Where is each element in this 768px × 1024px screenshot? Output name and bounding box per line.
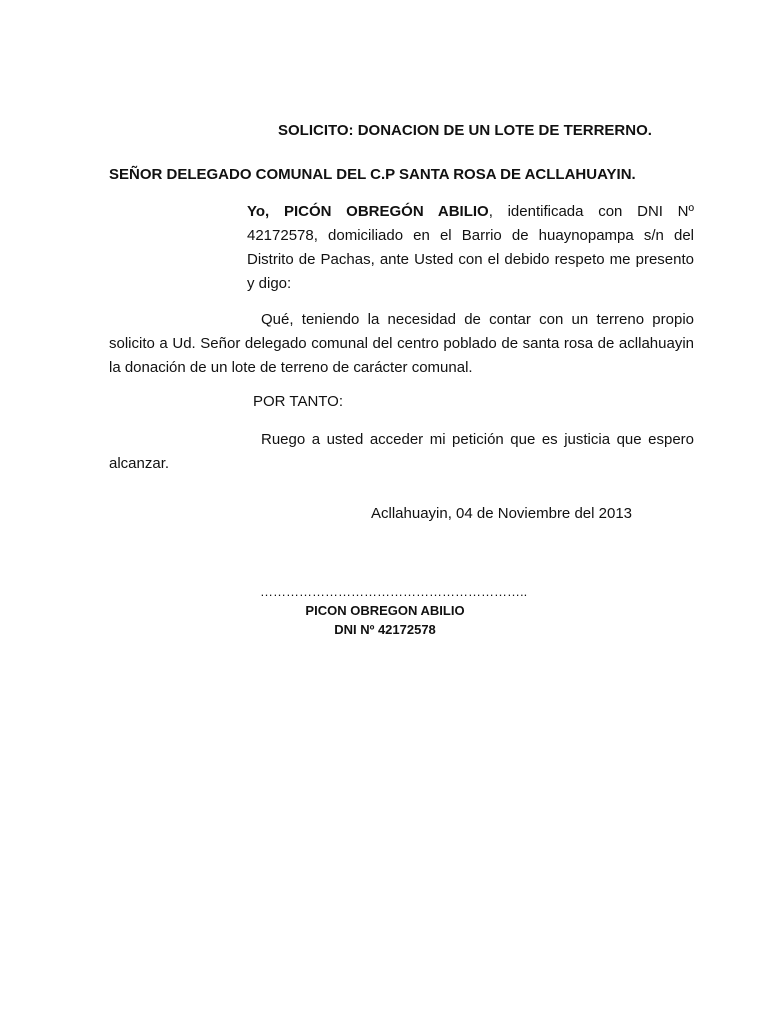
request-paragraph: Qué, teniendo la necesidad de contar con un terreno propio solicito a Ud. Señor delegado comunal del centro poblado de santa rosa de acllahuayin la donación de un lote de terreno de carácter comunal. — [109, 311, 694, 376]
addressee-line: SEÑOR DELEGADO COMUNAL DEL C.P SANTA ROSA DE ACLLAHUAYIN. — [109, 166, 636, 183]
signature-block — [260, 582, 528, 639]
place-date: Acllahuayin, 04 de Noviembre del 2013 — [371, 505, 632, 522]
subject-line: SOLICITO: DONACION DE UN LOTE DE TERRERNO. — [278, 122, 652, 139]
signatory-name: PICON OBREGON ABILIO — [305, 603, 465, 618]
signatory-dni: DNI Nº 42172578 — [334, 622, 436, 637]
intro-paragraph — [247, 200, 694, 296]
signature-line: …………………………………………………….. — [260, 584, 528, 599]
closing-paragraph: Ruego a usted acceder mi petición que es justicia que espero alcanzar. — [109, 431, 694, 472]
por-tanto-heading: POR TANTO: — [253, 393, 344, 410]
applicant-name: Yo, PICÓN OBREGÓN ABILIO — [247, 203, 489, 220]
intro-text: , identificada con DNI Nº 42172578, domiciliado en el Barrio de huaynopampa s/n del Distrito de Pachas, ante Usted con el debido respeto me presento y digo: — [247, 203, 694, 292]
